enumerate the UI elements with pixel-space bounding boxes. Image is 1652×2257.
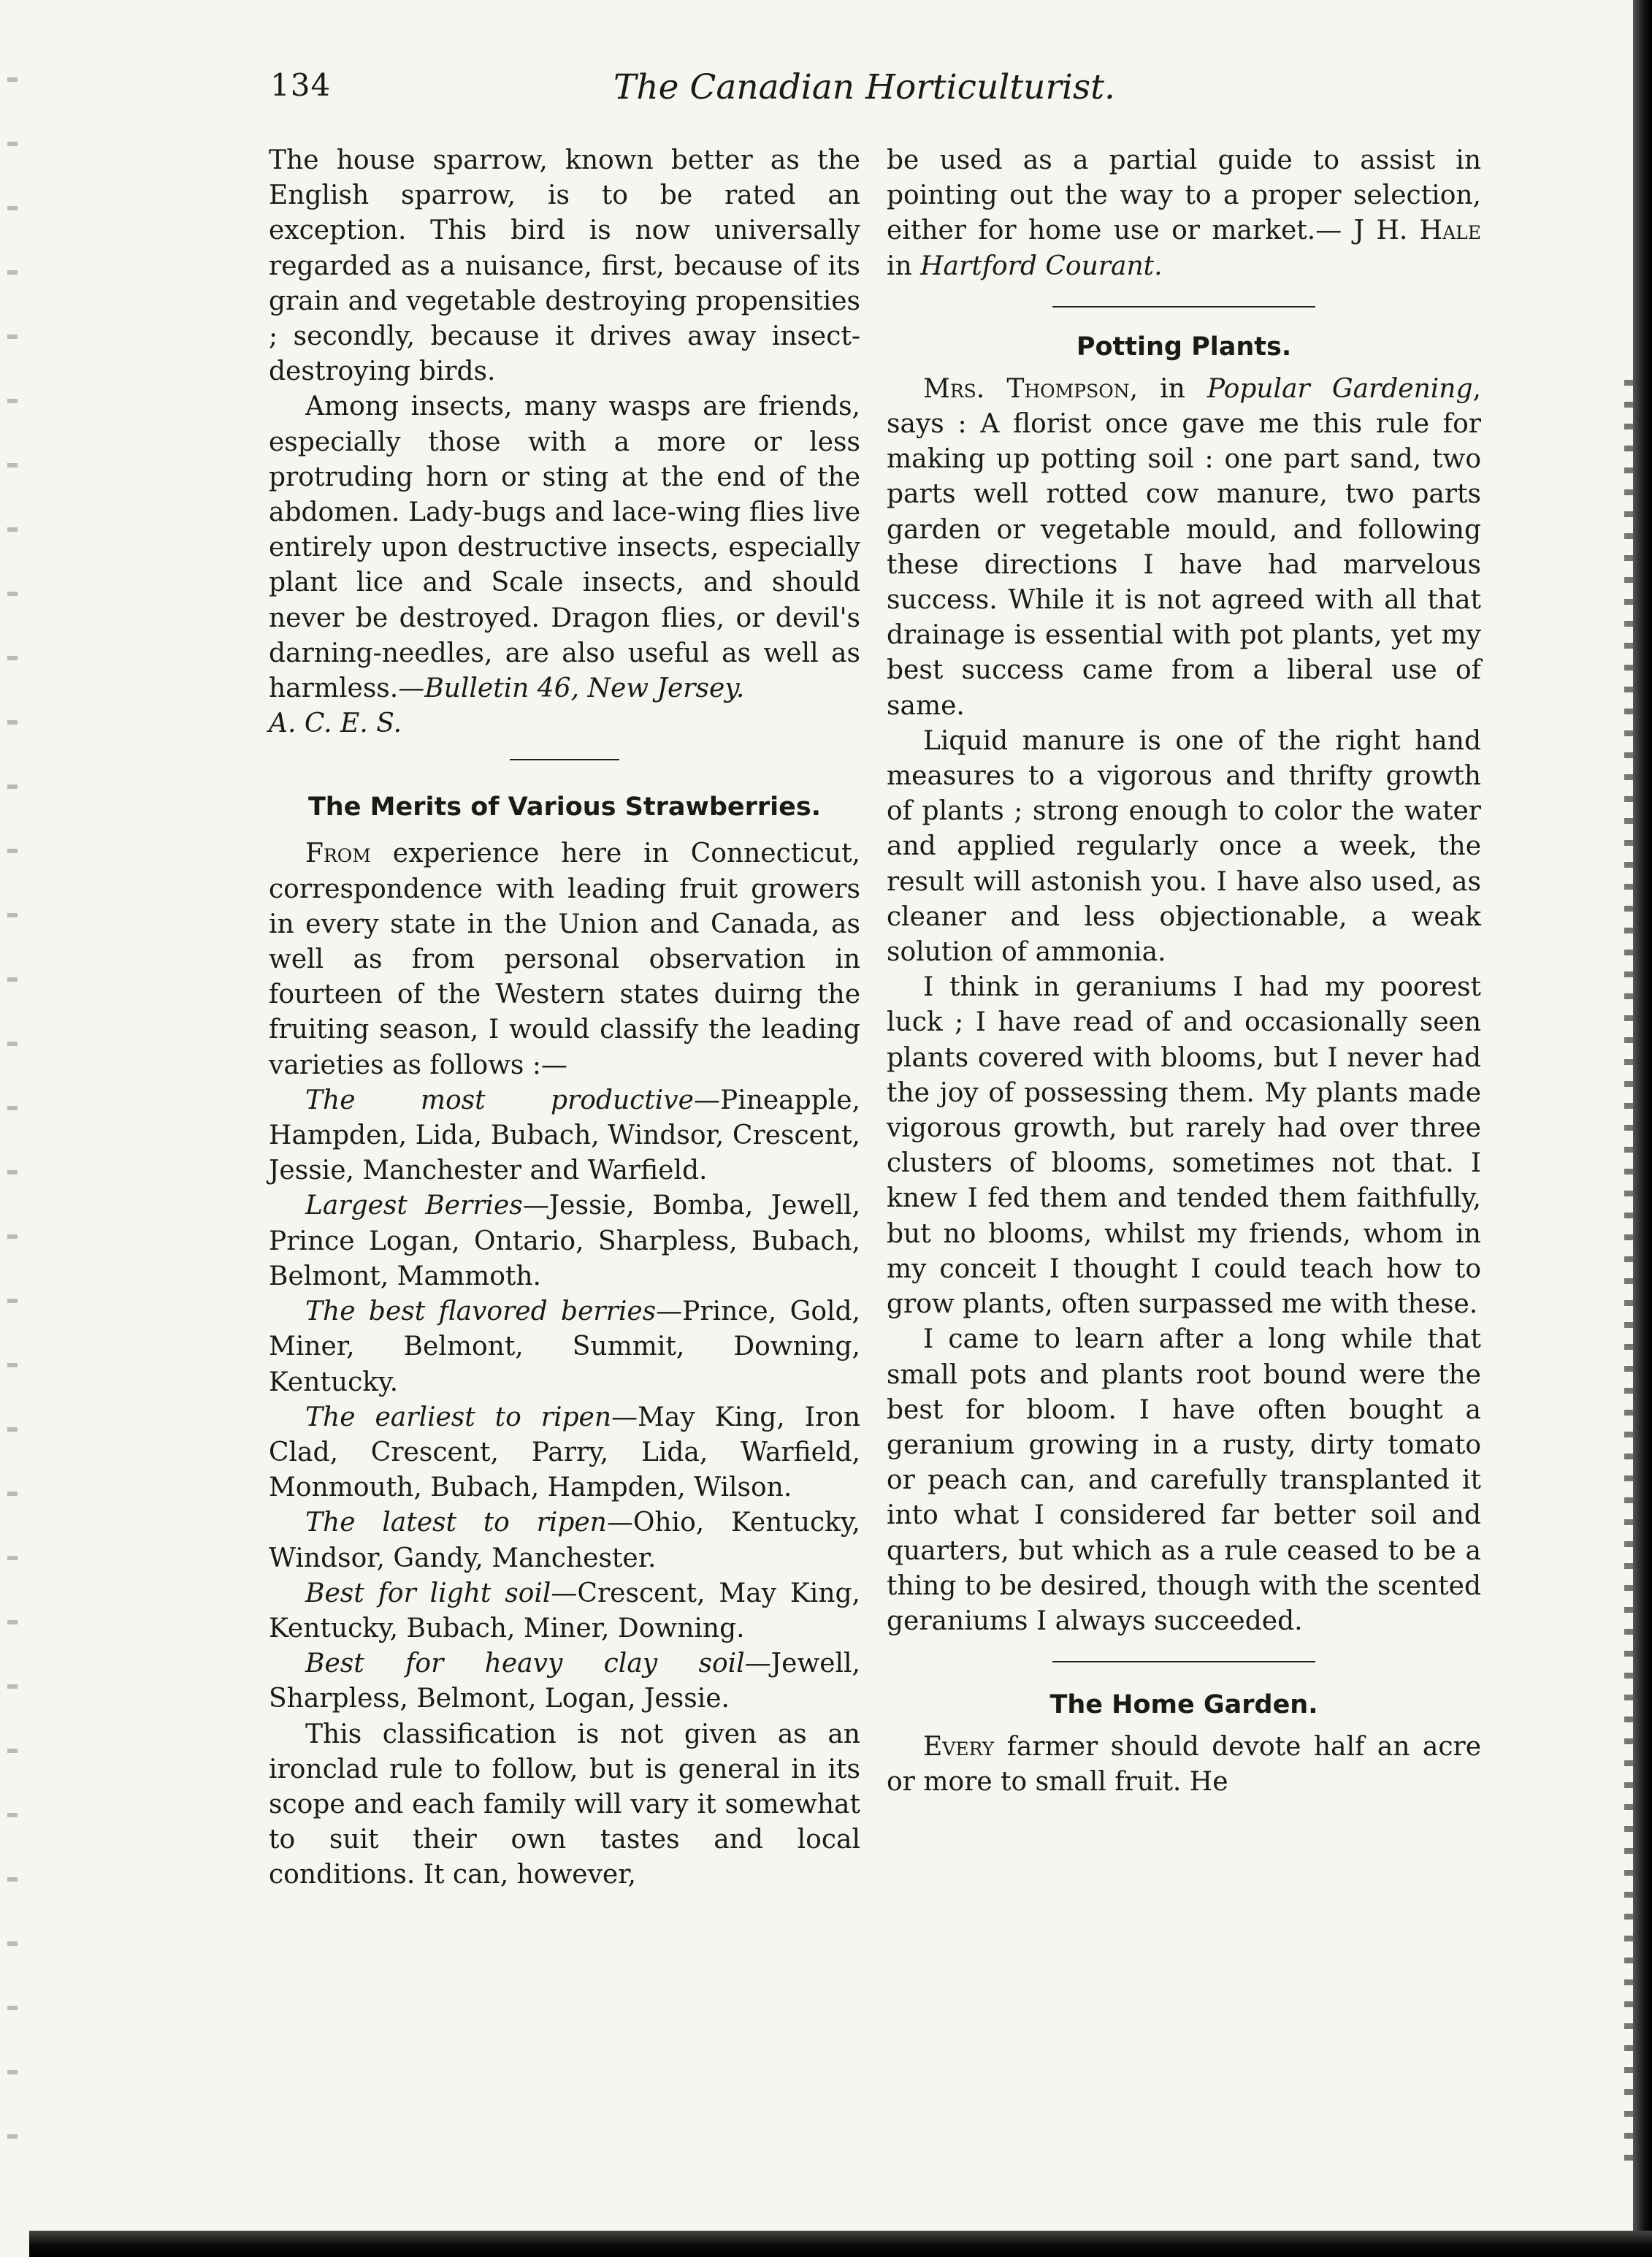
page-edge-left	[7, 44, 18, 2162]
potting-publication: Popular Gardening	[1207, 373, 1473, 404]
category-label: The most productive	[305, 1085, 694, 1115]
page-number: 134	[270, 67, 332, 103]
left-column	[269, 143, 860, 1893]
page-edge-bottom	[29, 2231, 1652, 2257]
intro-lead: From	[305, 839, 371, 869]
category-largest	[269, 1188, 860, 1294]
heading-home-garden: The Home Garden.	[1049, 1690, 1318, 1720]
category-most-productive	[269, 1083, 860, 1189]
category-label: The earliest to ripen	[305, 1402, 612, 1432]
intro-rest: experience here in Connecticut, correspondence with leading fruit growers in every state in the Union and Canada, as well as from personal observation in fourteen of the Western states duirng the fruiting season, I would classify the leading varieties as follows :—	[269, 839, 860, 1080]
potting-paragraph-1	[887, 372, 1481, 724]
potting-paragraph-2: Liquid manure is one of the right hand measures to a vigorous and thrifty growth of plants ; strong enough to color the water and applied regularly once a week, the result will astonish you. I have also used, as cleaner and less objectionable, a weak solution of ammonia.	[887, 725, 1481, 968]
continuation-in: in	[887, 251, 921, 281]
heading-potting-plants: Potting Plants.	[1076, 332, 1292, 362]
category-text: —Ohio, Kentucky, Windsor, Gandy, Manchester.	[269, 1508, 860, 1573]
strawberries-intro	[269, 836, 860, 1082]
sparrow-paragraph: The house sparrow, known better as the English sparrow, is to be rated an exception. This bird is now universally regarded as a nuisance, first, because of its grain and vegetable destroying propensities ; secondly, because it drives away insect-destroying birds.	[269, 145, 860, 387]
page-header	[270, 67, 1366, 118]
strawberries-continuation	[887, 143, 1481, 284]
home-garden-paragraph	[887, 1730, 1481, 1800]
category-heavy-clay	[269, 1646, 860, 1716]
category-earliest	[269, 1400, 860, 1506]
page-edge-right	[1633, 0, 1652, 2257]
category-text: —Jessie, Bomba, Jewell, Prince Logan, Ontario, Sharpless, Bubach, Belmont, Mammoth.	[269, 1191, 860, 1291]
insects-signature: A. C. E. S.	[269, 709, 402, 739]
running-title: The Canadian Horticulturist.	[613, 67, 1115, 107]
category-text: —Prince, Gold, Miner, Belmont, Summit, Downing, Kentucky.	[269, 1296, 861, 1397]
potting-paragraph-3: I think in geraniums I had my poorest luck ; I have read of and occasionally seen plants covered with blooms, but I never had the joy of possessing them. My plants made vigorous growth, but rarely had over three clusters of blooms, sometimes not that. I knew I fed them and tended them faithfully, but no blooms, whilst my friends, whom in my conceit I thought I could teach how to grow plants, often surpassed me with these.	[887, 972, 1481, 1320]
category-latest	[269, 1505, 860, 1576]
category-best-flavored	[269, 1294, 860, 1400]
potting-in: , in	[1129, 373, 1207, 404]
category-label: Largest Berries	[305, 1191, 523, 1221]
category-light-soil	[269, 1576, 860, 1646]
category-text: —Crescent, May King, Kentucky, Bubach, Miner, Downing.	[269, 1578, 860, 1643]
insects-text: Among insects, many wasps are friends, especially those with a more or less protruding horn or sting at the end of the abdomen. Lady-bugs and lace-wing flies live entirely upon destructive insects, especially plant lice and Scale insects, and should never be destroyed. Dragon flies, or devil's darning-needles, are also useful as well as harmless.	[269, 392, 860, 704]
insects-source: —Bulletin 46, New Jersey.	[398, 673, 745, 704]
category-label: The best flavored berries	[305, 1296, 657, 1327]
right-column	[887, 143, 1481, 1800]
continuation-author: J H. Hale	[1353, 215, 1481, 246]
insects-paragraph	[269, 389, 860, 706]
continuation-publication: Hartford Courant.	[920, 251, 1163, 281]
potting-author: Mrs. Thompson	[923, 373, 1130, 404]
category-label: Best for light soil	[305, 1578, 551, 1608]
category-text: —May King, Iron Clad, Crescent, Parry, Lida, Warfield, Monmouth, Bubach, Hampden, Wilson.	[269, 1402, 861, 1503]
garden-text: farmer should devote half an acre or more to small fruit. He	[887, 1732, 1481, 1798]
heading-strawberries: The Merits of Various Strawberries.	[307, 793, 822, 822]
category-text: —Pineapple, Hampden, Lida, Bubach, Windsor, Crescent, Jessie, Manchester and Warfield.	[269, 1085, 860, 1186]
page-edge-right-fringe	[1624, 380, 1633, 2177]
category-label: The latest to ripen	[305, 1508, 607, 1538]
continuation-text: be used as a partial guide to assist in pointing out the way to a proper selection, either for home use or market.—	[887, 145, 1481, 246]
potting-text: , says : A florist once gave me this rule for making up potting soil : one part sand, two parts well rotted cow manure, two parts garden or vegetable mould, and following these directions I have had marvelous success. While it is not agreed with all that drainage is essential with pot plants, yet my best success came from a liberal use of same.	[887, 373, 1481, 721]
garden-lead: Every	[923, 1732, 995, 1763]
category-text: —Jewell, Sharpless, Belmont, Logan, Jessie.	[269, 1649, 860, 1714]
potting-paragraph-4: I came to learn after a long while that small pots and plants root bound were the best for bloom. I have often bought a geranium growing in a rusty, dirty tomato or peach can, and carefully transplanted it into what I considered far better soil and quarters, but which as a rule ceased to be a thing to be desired, though with the scented geraniums I always succeeded.	[887, 1324, 1481, 1636]
classification-closing: This classification is not given as an ironclad rule to follow, but is general in its scope and each family will vary it somewhat to suit their own tastes and local conditions. It can, however,	[269, 1719, 860, 1890]
category-label: Best for heavy clay soil	[305, 1649, 745, 1679]
